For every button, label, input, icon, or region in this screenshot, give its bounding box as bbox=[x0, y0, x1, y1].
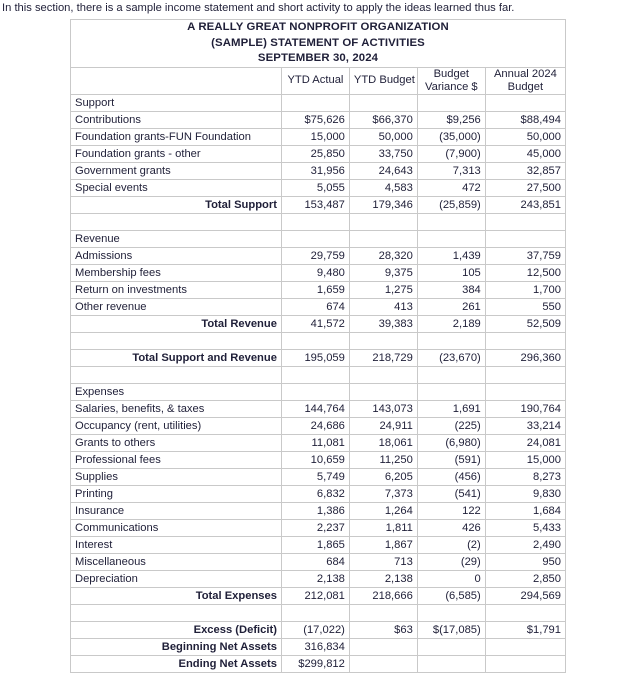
cell-ytd-actual: 316,834 bbox=[281, 638, 349, 655]
total-revenue-label: Total Revenue bbox=[71, 315, 282, 332]
empty-cell bbox=[349, 213, 417, 230]
cell-ytd-actual: 41,572 bbox=[281, 315, 349, 332]
row-label: Return on investments bbox=[71, 281, 282, 298]
empty-cell bbox=[417, 655, 485, 672]
cell-annual: $88,494 bbox=[485, 111, 565, 128]
empty-cell bbox=[71, 366, 282, 383]
cell-annual: 1,684 bbox=[485, 502, 565, 519]
cell-ytd-budget: 143,073 bbox=[349, 400, 417, 417]
total-expenses-row bbox=[71, 587, 566, 604]
cell-ytd-budget: 24,911 bbox=[349, 417, 417, 434]
cell-ytd-actual: 29,759 bbox=[281, 247, 349, 264]
cell-variance: (7,900) bbox=[417, 145, 485, 162]
cell-ytd-actual: 1,865 bbox=[281, 536, 349, 553]
empty-cell bbox=[485, 366, 565, 383]
empty-cell bbox=[417, 213, 485, 230]
section-heading-revenue-row bbox=[71, 230, 566, 247]
empty-cell bbox=[417, 332, 485, 349]
spacer-row bbox=[71, 366, 566, 383]
cell-ytd-budget: 24,643 bbox=[349, 162, 417, 179]
ending-net-assets-row bbox=[71, 655, 566, 672]
cell-ytd-budget: 413 bbox=[349, 298, 417, 315]
cell-variance: (35,000) bbox=[417, 128, 485, 145]
cell-ytd-budget: 218,666 bbox=[349, 587, 417, 604]
row-label: Depreciation bbox=[71, 570, 282, 587]
cell-annual: 5,433 bbox=[485, 519, 565, 536]
table-row bbox=[71, 417, 566, 434]
cell-ytd-actual: 2,138 bbox=[281, 570, 349, 587]
excess-deficit-label: Excess (Deficit) bbox=[71, 621, 282, 638]
cell-annual: 9,830 bbox=[485, 485, 565, 502]
cell-variance: (456) bbox=[417, 468, 485, 485]
empty-cell bbox=[349, 366, 417, 383]
cell-annual: 50,000 bbox=[485, 128, 565, 145]
table-row bbox=[71, 162, 566, 179]
cell-annual: 8,273 bbox=[485, 468, 565, 485]
cell-variance: 2,189 bbox=[417, 315, 485, 332]
cell-ytd-actual: 674 bbox=[281, 298, 349, 315]
cell-annual: 190,764 bbox=[485, 400, 565, 417]
total-revenue-row bbox=[71, 315, 566, 332]
empty-cell bbox=[485, 638, 565, 655]
cell-ytd-actual: 1,386 bbox=[281, 502, 349, 519]
empty-cell bbox=[71, 604, 282, 621]
row-label: Special events bbox=[71, 179, 282, 196]
table-row bbox=[71, 145, 566, 162]
row-label: Supplies bbox=[71, 468, 282, 485]
cell-variance: 122 bbox=[417, 502, 485, 519]
statement-title bbox=[71, 20, 566, 68]
cell-ytd-budget: 2,138 bbox=[349, 570, 417, 587]
row-label: Membership fees bbox=[71, 264, 282, 281]
row-label: Foundation grants - other bbox=[71, 145, 282, 162]
cell-ytd-actual: 5,749 bbox=[281, 468, 349, 485]
table-row bbox=[71, 468, 566, 485]
cell-ytd-actual: 15,000 bbox=[281, 128, 349, 145]
empty-cell bbox=[485, 213, 565, 230]
cell-ytd-budget: $66,370 bbox=[349, 111, 417, 128]
empty-cell bbox=[417, 604, 485, 621]
cell-variance: (25,859) bbox=[417, 196, 485, 213]
empty-cell bbox=[417, 230, 485, 247]
cell-variance: 0 bbox=[417, 570, 485, 587]
spacer-row bbox=[71, 213, 566, 230]
section-heading-expenses: Expenses bbox=[71, 383, 282, 400]
thin-spacer-row bbox=[71, 332, 566, 349]
total-support-label: Total Support bbox=[71, 196, 282, 213]
cell-annual: 32,857 bbox=[485, 162, 565, 179]
cell-annual: 15,000 bbox=[485, 451, 565, 468]
cell-annual: 243,851 bbox=[485, 196, 565, 213]
table-row bbox=[71, 553, 566, 570]
cell-annual: 37,759 bbox=[485, 247, 565, 264]
empty-cell bbox=[281, 383, 349, 400]
section-heading-support: Support bbox=[71, 94, 282, 111]
cell-ytd-actual: 10,659 bbox=[281, 451, 349, 468]
cell-annual: 24,081 bbox=[485, 434, 565, 451]
cell-variance: (29) bbox=[417, 553, 485, 570]
cell-ytd-actual: 684 bbox=[281, 553, 349, 570]
cell-annual: 45,000 bbox=[485, 145, 565, 162]
row-label: Interest bbox=[71, 536, 282, 553]
column-header-annual-budget bbox=[485, 67, 565, 94]
cell-ytd-budget: 1,811 bbox=[349, 519, 417, 536]
cell-ytd-actual: 1,659 bbox=[281, 281, 349, 298]
empty-cell bbox=[417, 383, 485, 400]
cell-ytd-budget: $63 bbox=[349, 621, 417, 638]
cell-ytd-budget: 179,346 bbox=[349, 196, 417, 213]
empty-cell bbox=[281, 604, 349, 621]
cell-ytd-budget: 18,061 bbox=[349, 434, 417, 451]
cell-variance: 426 bbox=[417, 519, 485, 536]
section-heading-revenue: Revenue bbox=[71, 230, 282, 247]
empty-cell bbox=[349, 332, 417, 349]
cell-variance: (225) bbox=[417, 417, 485, 434]
empty-cell bbox=[349, 604, 417, 621]
table-row bbox=[71, 536, 566, 553]
empty-cell bbox=[71, 213, 282, 230]
section-heading-support-row bbox=[71, 94, 566, 111]
cell-variance: (2) bbox=[417, 536, 485, 553]
cell-ytd-actual: 153,487 bbox=[281, 196, 349, 213]
cell-variance: 105 bbox=[417, 264, 485, 281]
cell-ytd-actual: (17,022) bbox=[281, 621, 349, 638]
cell-ytd-budget: 39,383 bbox=[349, 315, 417, 332]
empty-cell bbox=[349, 655, 417, 672]
cell-variance: 472 bbox=[417, 179, 485, 196]
cell-variance: 1,439 bbox=[417, 247, 485, 264]
table-row bbox=[71, 485, 566, 502]
empty-cell bbox=[281, 230, 349, 247]
total-support-and-revenue-label: Total Support and Revenue bbox=[71, 349, 282, 366]
cell-annual: 2,850 bbox=[485, 570, 565, 587]
row-label: Admissions bbox=[71, 247, 282, 264]
table-row bbox=[71, 434, 566, 451]
title-line-3: SEPTEMBER 30, 2024 bbox=[257, 52, 379, 64]
empty-cell bbox=[281, 94, 349, 111]
row-label: Salaries, benefits, & taxes bbox=[71, 400, 282, 417]
empty-cell bbox=[485, 655, 565, 672]
cell-annual: 2,490 bbox=[485, 536, 565, 553]
cell-ytd-actual: 24,686 bbox=[281, 417, 349, 434]
cell-annual: 294,569 bbox=[485, 587, 565, 604]
row-label: Government grants bbox=[71, 162, 282, 179]
cell-variance: 261 bbox=[417, 298, 485, 315]
cell-annual: 33,214 bbox=[485, 417, 565, 434]
ending-net-assets-label: Ending Net Assets bbox=[71, 655, 282, 672]
row-label: Miscellaneous bbox=[71, 553, 282, 570]
total-support-row bbox=[71, 196, 566, 213]
intro-paragraph: In this section, there is a sample income statement and short activity to apply the ideas learned thus far. bbox=[2, 2, 515, 14]
empty-cell bbox=[417, 94, 485, 111]
cell-ytd-actual: 31,956 bbox=[281, 162, 349, 179]
cell-variance: (23,670) bbox=[417, 349, 485, 366]
row-label: Foundation grants-FUN Foundation bbox=[71, 128, 282, 145]
row-label: Insurance bbox=[71, 502, 282, 519]
cell-variance: 1,691 bbox=[417, 400, 485, 417]
column-header-ytd-actual: YTD Actual bbox=[281, 67, 349, 94]
cell-ytd-budget: 50,000 bbox=[349, 128, 417, 145]
table-row bbox=[71, 111, 566, 128]
column-header-budget-variance-line1: Budget bbox=[433, 67, 470, 80]
empty-cell bbox=[485, 604, 565, 621]
cell-ytd-budget: 218,729 bbox=[349, 349, 417, 366]
table-row bbox=[71, 247, 566, 264]
title-row bbox=[71, 20, 566, 68]
cell-ytd-budget: 7,373 bbox=[349, 485, 417, 502]
cell-ytd-budget: 1,264 bbox=[349, 502, 417, 519]
row-label: Professional fees bbox=[71, 451, 282, 468]
cell-annual: 12,500 bbox=[485, 264, 565, 281]
row-label: Contributions bbox=[71, 111, 282, 128]
table-row bbox=[71, 451, 566, 468]
empty-cell bbox=[349, 638, 417, 655]
cell-ytd-actual: 11,081 bbox=[281, 434, 349, 451]
cell-ytd-actual: 195,059 bbox=[281, 349, 349, 366]
cell-ytd-budget: 6,205 bbox=[349, 468, 417, 485]
table-row bbox=[71, 264, 566, 281]
row-label: Communications bbox=[71, 519, 282, 536]
cell-annual: 950 bbox=[485, 553, 565, 570]
excess-deficit-row bbox=[71, 621, 566, 638]
cell-annual: 550 bbox=[485, 298, 565, 315]
cell-ytd-budget: 28,320 bbox=[349, 247, 417, 264]
column-header-budget-variance-line2: Variance $ bbox=[424, 80, 478, 93]
title-line-1: A REALLY GREAT NONPROFIT ORGANIZATION bbox=[187, 21, 449, 33]
empty-cell bbox=[417, 638, 485, 655]
cell-annual: 52,509 bbox=[485, 315, 565, 332]
table-row bbox=[71, 298, 566, 315]
cell-variance: (541) bbox=[417, 485, 485, 502]
empty-cell bbox=[281, 332, 349, 349]
table-row bbox=[71, 519, 566, 536]
cell-annual: $1,791 bbox=[485, 621, 565, 638]
empty-cell bbox=[485, 230, 565, 247]
table-row bbox=[71, 281, 566, 298]
column-header-annual-budget-line2: Budget bbox=[507, 80, 544, 93]
statement-of-activities-table bbox=[70, 19, 566, 673]
table-row bbox=[71, 400, 566, 417]
beginning-net-assets-label: Beginning Net Assets bbox=[71, 638, 282, 655]
cell-ytd-actual: 25,850 bbox=[281, 145, 349, 162]
total-support-and-revenue-row bbox=[71, 349, 566, 366]
spacer-row bbox=[71, 604, 566, 621]
cell-variance: (6,585) bbox=[417, 587, 485, 604]
title-line-2: (SAMPLE) STATEMENT OF ACTIVITIES bbox=[211, 36, 425, 49]
cell-ytd-budget: 4,583 bbox=[349, 179, 417, 196]
cell-variance: (591) bbox=[417, 451, 485, 468]
cell-variance: 7,313 bbox=[417, 162, 485, 179]
cell-ytd-actual: 144,764 bbox=[281, 400, 349, 417]
row-label: Printing bbox=[71, 485, 282, 502]
table-row bbox=[71, 179, 566, 196]
empty-cell bbox=[349, 383, 417, 400]
cell-ytd-budget: 9,375 bbox=[349, 264, 417, 281]
empty-cell bbox=[485, 94, 565, 111]
cell-ytd-budget: 713 bbox=[349, 553, 417, 570]
empty-cell bbox=[485, 332, 565, 349]
empty-cell bbox=[417, 366, 485, 383]
row-label: Occupancy (rent, utilities) bbox=[71, 417, 282, 434]
table-row bbox=[71, 570, 566, 587]
empty-cell bbox=[485, 383, 565, 400]
column-header-budget-variance bbox=[417, 67, 485, 94]
row-label: Other revenue bbox=[71, 298, 282, 315]
cell-ytd-actual: 9,480 bbox=[281, 264, 349, 281]
total-expenses-label: Total Expenses bbox=[71, 587, 282, 604]
cell-variance: $9,256 bbox=[417, 111, 485, 128]
column-header-row bbox=[71, 67, 566, 94]
cell-annual: 1,700 bbox=[485, 281, 565, 298]
cell-ytd-actual: 212,081 bbox=[281, 587, 349, 604]
column-header-annual-budget-line1: Annual 2024 bbox=[493, 67, 557, 80]
statement-body bbox=[71, 20, 566, 673]
empty-cell bbox=[281, 213, 349, 230]
beginning-net-assets-row bbox=[71, 638, 566, 655]
cell-annual: 27,500 bbox=[485, 179, 565, 196]
column-header-blank bbox=[71, 67, 282, 94]
table-row bbox=[71, 128, 566, 145]
cell-ytd-actual: $75,626 bbox=[281, 111, 349, 128]
row-label: Grants to others bbox=[71, 434, 282, 451]
cell-ytd-budget: 11,250 bbox=[349, 451, 417, 468]
cell-variance: $(17,085) bbox=[417, 621, 485, 638]
cell-annual: 296,360 bbox=[485, 349, 565, 366]
cell-ytd-actual: 6,832 bbox=[281, 485, 349, 502]
cell-ytd-actual: $299,812 bbox=[281, 655, 349, 672]
cell-ytd-actual: 5,055 bbox=[281, 179, 349, 196]
cell-variance: 384 bbox=[417, 281, 485, 298]
cell-ytd-budget: 1,867 bbox=[349, 536, 417, 553]
column-header-ytd-budget: YTD Budget bbox=[349, 67, 417, 94]
cell-ytd-actual: 2,237 bbox=[281, 519, 349, 536]
empty-cell bbox=[281, 366, 349, 383]
section-heading-expenses-row bbox=[71, 383, 566, 400]
empty-cell bbox=[349, 230, 417, 247]
cell-variance: (6,980) bbox=[417, 434, 485, 451]
table-row bbox=[71, 502, 566, 519]
cell-ytd-budget: 33,750 bbox=[349, 145, 417, 162]
cell-ytd-budget: 1,275 bbox=[349, 281, 417, 298]
statement-container bbox=[0, 19, 634, 673]
empty-cell bbox=[71, 332, 282, 349]
empty-cell bbox=[349, 94, 417, 111]
